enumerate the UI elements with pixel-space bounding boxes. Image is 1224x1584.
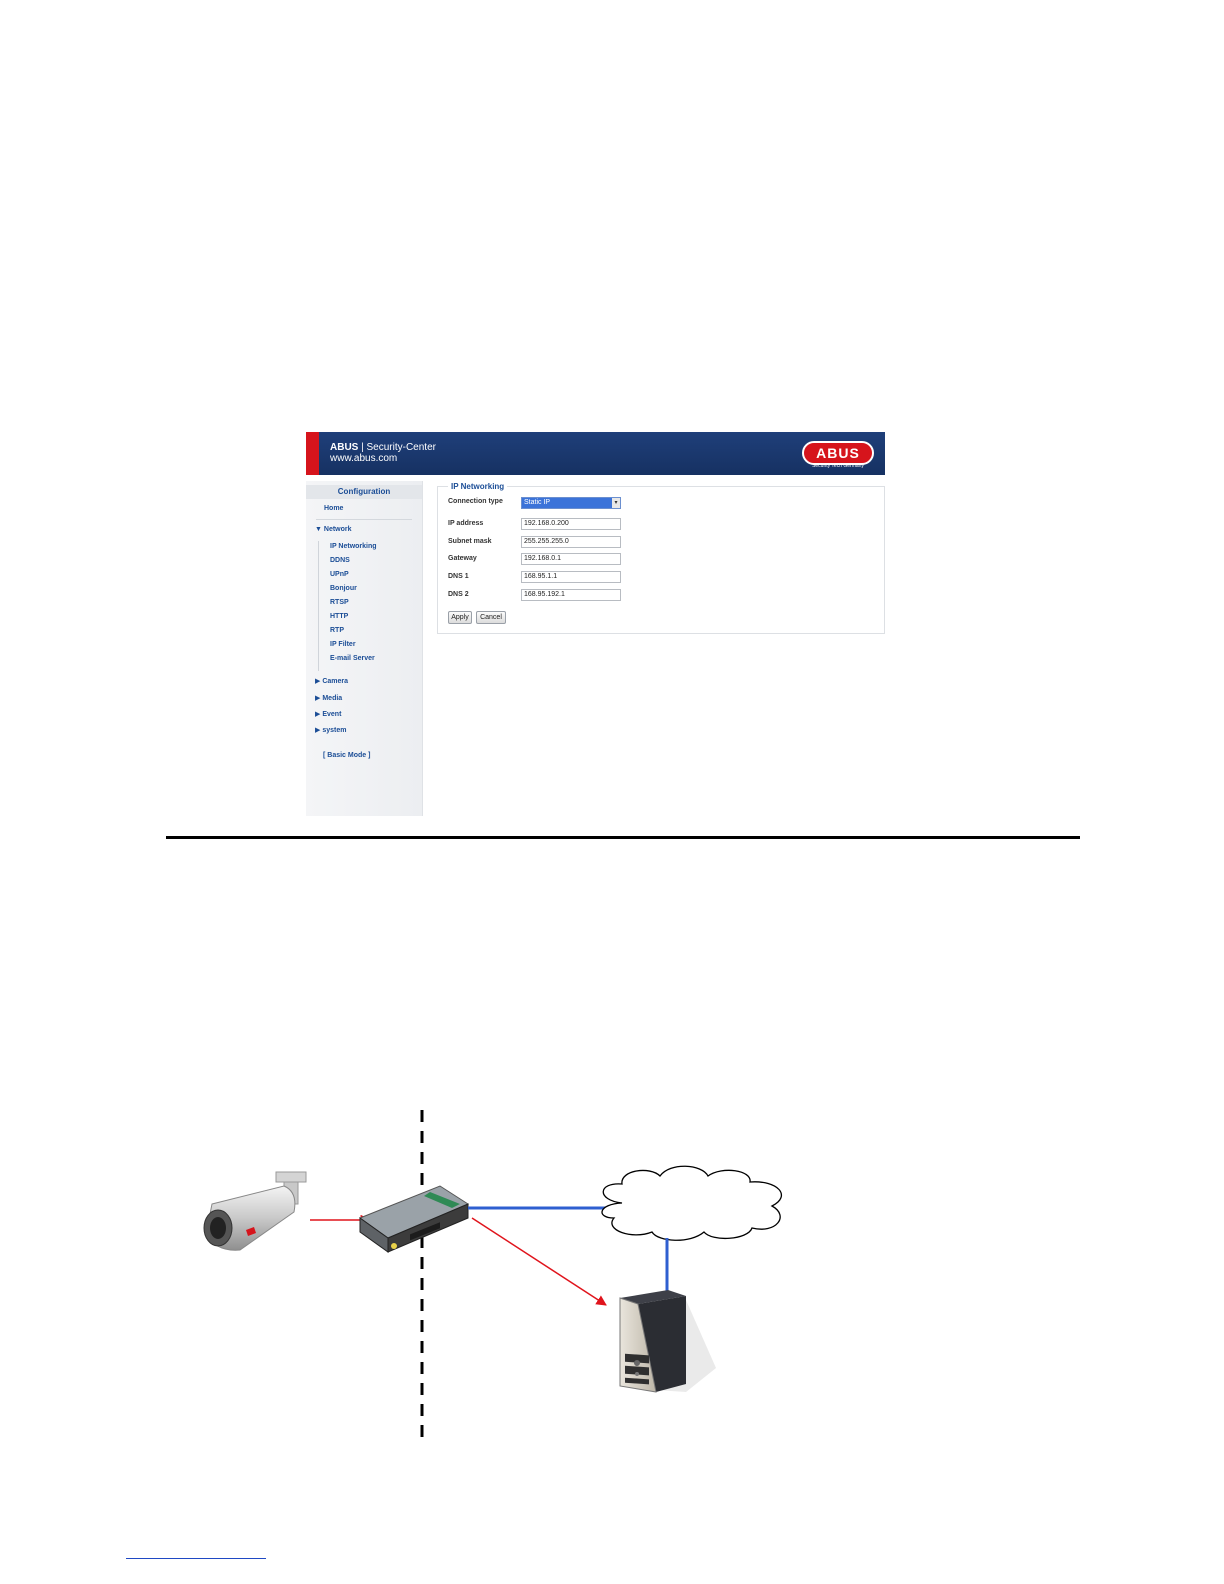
sidebar-divider [316,519,412,520]
brand-accent-bar [306,432,319,475]
dns2-label: DNS 2 [448,591,469,598]
sidebar-item-system[interactable] [315,726,346,734]
ip-networking-panel [437,482,885,634]
sidebar-item-network[interactable] [315,526,352,533]
sidebar [306,481,423,816]
sidebar-item-camera[interactable] [315,677,348,685]
dns1-label: DNS 1 [448,573,469,580]
connection-type-select[interactable] [521,497,621,509]
sidebar-item-event[interactable] [315,710,341,718]
page-divider [166,836,1080,839]
brand-name: ABUS [330,442,359,453]
sidebar-item-event-label: Event [322,711,342,718]
sidebar-item-bonjour[interactable]: Bonjour [330,585,357,592]
server-icon [620,1290,716,1392]
gateway-field[interactable] [521,553,621,565]
router-icon [360,1186,468,1252]
sidebar-item-http[interactable]: HTTP [330,613,349,620]
sidebar-item-media[interactable] [315,694,342,702]
sidebar-item-system-label: system [322,727,347,734]
connection-type-value: Static IP [524,499,551,506]
dns1-field[interactable] [521,571,621,583]
basic-mode-link[interactable]: [ Basic Mode ] [323,752,371,759]
cancel-button[interactable]: Cancel [476,611,506,624]
header-banner [306,432,885,475]
cloud-icon [602,1166,781,1240]
triangle-right-icon: ▶ [315,678,321,685]
router-to-server-link [472,1218,606,1305]
triangle-down-icon: ▼ [315,526,322,533]
sidebar-item-ip-networking[interactable]: IP Networking [330,543,377,550]
camera-icon [204,1172,306,1250]
panel-legend: IP Networking [448,482,507,491]
ip-address-label: IP address [448,520,484,527]
abus-logo: ABUS [802,441,874,465]
sidebar-item-media-label: Media [322,695,343,702]
triangle-right-icon: ▶ [315,695,321,702]
brand-url: www.abus.com [330,453,398,464]
apply-button[interactable]: Apply [448,611,472,624]
subnet-mask-field[interactable] [521,536,621,548]
logo-tagline: Security Tech Germany [812,463,864,469]
subnet-mask-label: Subnet mask [448,538,492,545]
config-screenshot [306,432,885,816]
sidebar-item-camera-label: Camera [322,678,349,685]
sidebar-item-rtp[interactable]: RTP [330,627,344,634]
chevron-down-icon: ▾ [612,498,620,508]
sidebar-item-upnp[interactable]: UPnP [330,571,349,578]
sidebar-item-email-server[interactable]: E-mail Server [330,655,375,662]
tree-line [318,541,319,671]
sidebar-item-rtsp[interactable]: RTSP [330,599,349,606]
triangle-right-icon: ▶ [315,711,321,718]
sidebar-item-ddns[interactable]: DDNS [330,557,350,564]
gateway-label: Gateway [448,555,477,562]
sidebar-title: Configuration [306,485,422,499]
ip-address-field[interactable] [521,518,621,530]
connection-type-label: Connection type [448,498,503,505]
footer-link-underline[interactable] [126,1558,266,1559]
sidebar-item-home[interactable]: Home [324,505,344,512]
sidebar-item-ip-filter[interactable]: IP Filter [330,641,356,648]
triangle-right-icon: ▶ [315,727,321,734]
network-diagram [0,1100,1224,1450]
brand-text: ABUS | Security-Center www.abus.com [330,442,436,464]
brand-product: Security-Center [366,442,436,453]
sidebar-item-network-label: Network [323,526,352,533]
dns2-field[interactable] [521,589,621,601]
